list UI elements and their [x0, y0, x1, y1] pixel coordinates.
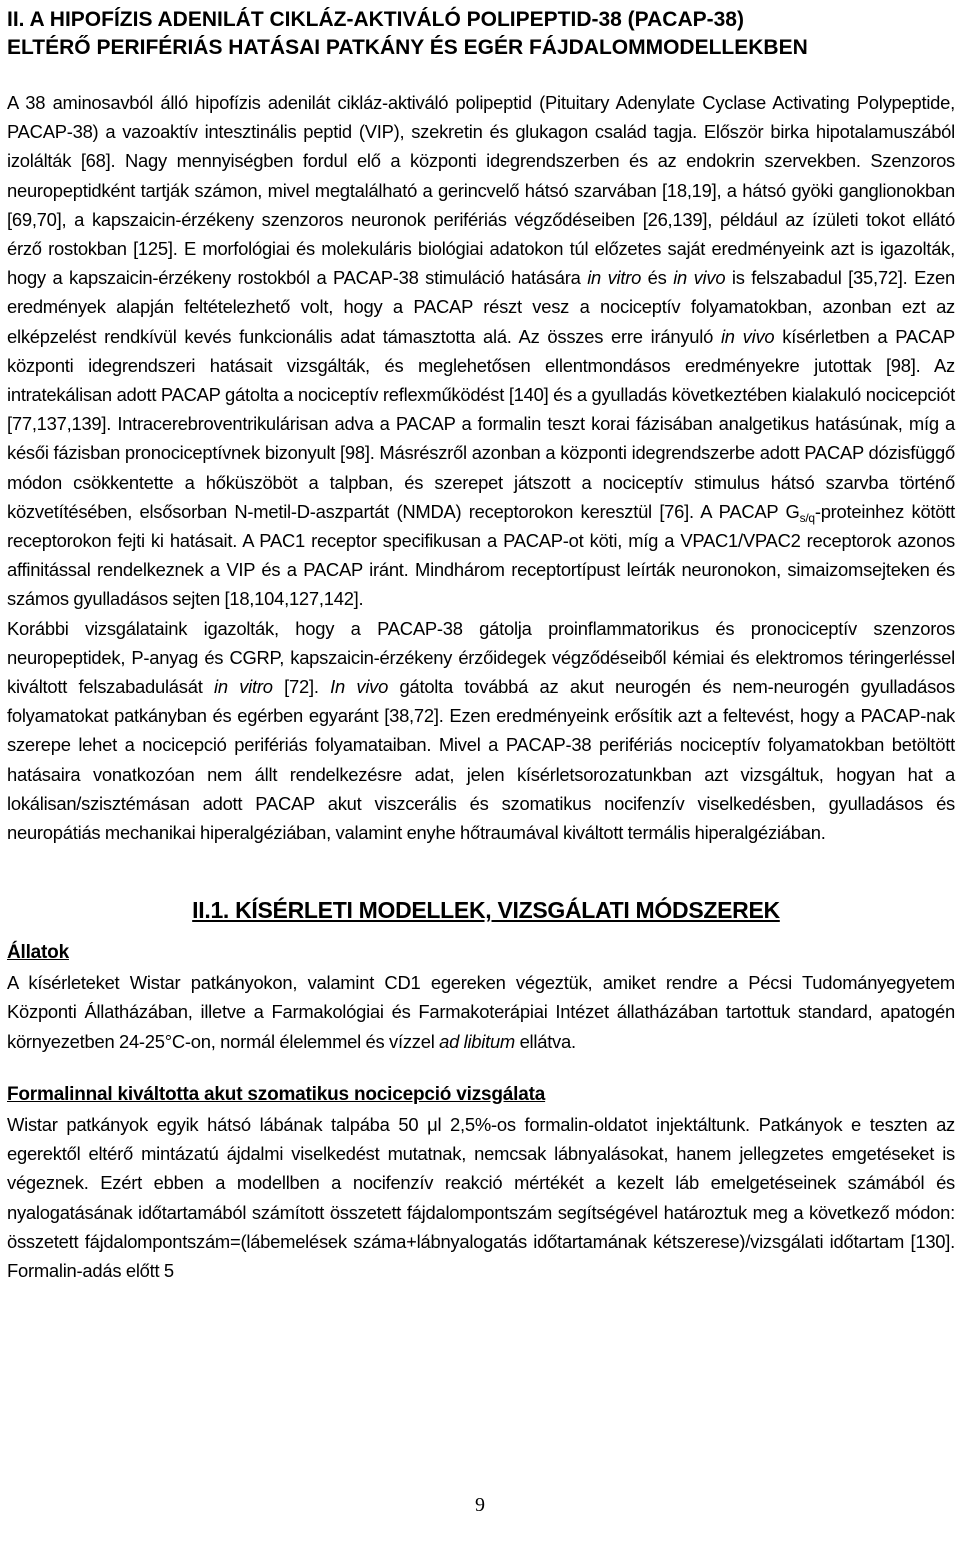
text-run: Wistar patkányok egyik hátsó lábának talpába 50 — [7, 1113, 428, 1135]
text-run: és — [641, 267, 674, 289]
mu-symbol: μ — [427, 1113, 438, 1135]
text-run: l 2,5%-os formalin-oldatot injektáltunk. Patkányok e teszten az egerektől eltérő mintázatú ájdalmi viselkedést mutatnak, nemcsak lábnyalásokat, hanem jellegzetes emgetéseket is végeznek. Ezért ebben a modellben a nocifenzív reakció mértékét a kezelt láb emelgetéseinek számából és nyalogatásának időtartamából számított összetett fájdalompontszám segítségével határoztuk meg a következő módon: összetett fájdalompontszám=(lábemelések száma+lábnyalogatás időtartamának kétszerese)/vizsgálati időtartam [130]. Formalin-adás előtt 5 — [7, 1113, 955, 1281]
animals-heading: Állatok — [7, 942, 69, 964]
chapter-title — [7, 6, 955, 62]
section-heading: II.1. KÍSÉRLETI MODELLEK, VIZSGÁLATI MÓDSZEREK — [192, 897, 780, 924]
italic-run: In vivo — [330, 676, 389, 698]
text-run: kísérletben a PACAP központi idegrendszeri hatásait vizsgálták, és meglehetősen ellentmondásos eredményekre jutottak [98]. Az intratekálisan adott PACAP gátolta a nociceptív reflexműködést [140] és a gyulladás következtében kialakuló nocicepciót [77,137,139]. Intracerebroventrikulárisan adva a PACAP a formalin teszt korai fázisában analgetikus hatásúnak, míg a késői fázisban pronociceptívnek bizonyult [98]. Másrészről azonban a központi idegrendszerbe adott PACAP dózisfüggő módon csökkentette a hőküszöböt a talpban, és szerepet játszott a nociceptív stimulus hátsó szarvba történő közvetítésében, elsősorban N-metil-D-aszpartát (NMDA) receptorokon keresztül [76]. A PACAP G — [7, 325, 955, 522]
text-run: A kísérleteket Wistar patkányokon, valamint CD1 egereken végeztük, amiket rendre a Pécsi Tudományegyetem Központi Állatházában, illetve a Farmakológiai és Farmakoterápiai Intézet állatházában tartottuk standard, apatogén környezetben 24-25°C-on, normál élelemmel és vízzel — [7, 972, 955, 1052]
text-run: [72]. — [272, 676, 331, 698]
text-run: -proteinhez kötött receptorokon fejti ki hatásait. A PAC1 receptor specifikusan a PACAP-ot köti, míg a VPAC1/VPAC2 receptorok azonos affinitással rendelkeznek a VIP és a PACAP iránt. Mindhárom receptortípust leírták neuronokon, simaizomsejteken és számos gyulladásos sejten [18,104,127,142]. — [7, 500, 955, 610]
animals-paragraph — [7, 968, 955, 1056]
text-run: is felszabadul [35,72]. Ezen eredmények alapján feltételezhető volt, hogy a PACAP részt vesz a nociceptív folyamatokban, azonban ezt az elképzelést rendkívül kevés funkcionális adat támasztotta alá. Az összes erre irányuló — [7, 267, 956, 347]
italic-run: in vivo — [673, 267, 726, 289]
text-run: ellátva. — [515, 1030, 576, 1052]
intro-paragraph-2 — [7, 614, 955, 848]
italic-run: in vitro — [587, 267, 642, 289]
page-number: 9 — [475, 1494, 485, 1516]
text-run: A 38 aminosavból álló hipofízis adenilát cikláz-aktiváló polipeptid (Pituitary Adenylate Cyclase Activating Polypeptide, PACAP-38) a vazoaktív intesztinális peptid (VIP), szekretin és glukagon család tagja. Először birka hipotalamuszából izolálták [68]. Nagy mennyiségben fordul elő a központi idegrendszerben és az endokrin szervekben. Szenzoros neuropeptidként tartják számon, mivel megtalálható a gerincvelő hátsó szarvában [18,19], a hátsó gyöki ganglionokban [69,70], a kapszaicin-érzékeny szenzoros neuronok perifériás végződéseiben [26,139], például az ízületi tokot ellátó érző rostokban [125]. E morfológiai és molekuláris biológiai adatokon túl előzetes saját eredményeink azt is igazolták, hogy a kapszaicin-érzékeny rostokból a PACAP-38 stimuláció hatására — [7, 92, 955, 289]
italic-run: in vivo — [720, 325, 775, 347]
intro-paragraph-1 — [7, 88, 955, 614]
italic-run: ad libitum — [439, 1030, 516, 1052]
italic-run: in vitro — [214, 676, 273, 698]
formalin-heading: Formalinnal kiváltotta akut szomatikus nocicepció vizsgálata — [7, 1083, 546, 1105]
formalin-paragraph — [7, 1110, 955, 1285]
subscript-run: s/q — [799, 510, 815, 525]
text-run: gátolta továbbá az akut neurogén és nem-neurogén gyulladásos folyamatokat patkányban és egérben egyaránt [38,72]. Ezen eredményeink erősítik azt a feltevést, hogy a PACAP-nak szerepe lehet a nocicepció perifériás folyamataiban. Mivel a PACAP-38 perifériás nociceptív folyamatokban betöltött hatásaira vonatkozóan nem állt rendelkezésre adat, jelen kísérletsorozatunkban azt vizsgáltuk, hogyan hat a lokálisan/szisztémásan adott PACAP akut viszcerális és szomatikus nocifenzív viselkedésben, gyulladásos és neuropátiás mechanikai hiperalgéziában, valamint enyhe hőtraumával kiváltott termális hiperalgéziában. — [7, 676, 955, 844]
chapter-title-line-1: II. A HIPOFÍZIS ADENILÁT CIKLÁZ-AKTIVÁLÓ POLIPEPTID-38 (PACAP-38) — [7, 8, 744, 31]
chapter-title-line-2: ELTÉRŐ PERIFÉRIÁS HATÁSAI PATKÁNY ÉS EGÉR FÁJDALOMMODELLEKBEN — [7, 36, 808, 59]
text-run: Korábbi vizsgálataink igazolták, hogy a PACAP-38 gátolja proinflammatorikus és pronociceptív szenzoros neuropeptidek, P-anyag és CGRP, kapszaicin-érzékeny érzőidegek végződéseiből kémiai és elektromos téringerléssel kiváltott felszabadulását — [7, 617, 955, 698]
